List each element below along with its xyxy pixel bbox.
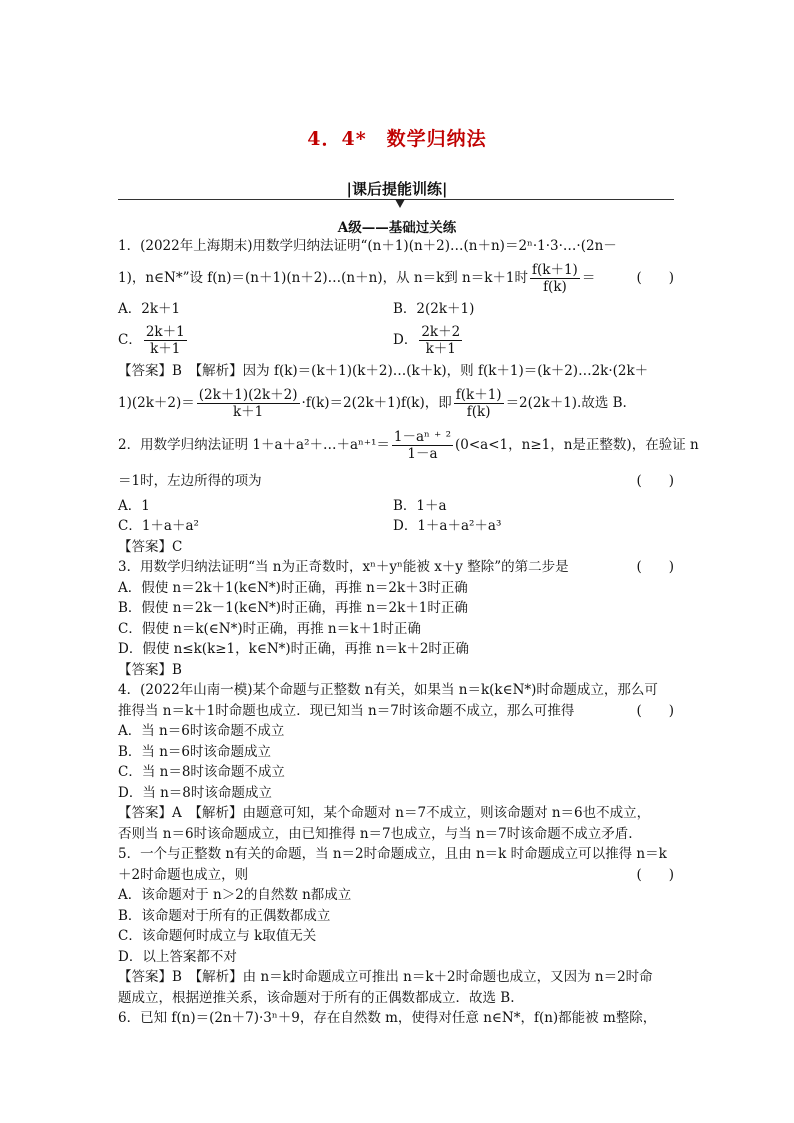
q3-option-c: C．假使 n＝k(∈N*)时正确，再推 n＝k＋1时正确 (118, 620, 421, 637)
q1-answer-part-b: ·f(k)＝2(2k＋1)f(k)，即 (301, 394, 452, 411)
q1-option-c-label: C． (118, 332, 142, 348)
q2-option-b: B．1＋a (393, 497, 447, 514)
q4-stem: 推得当 n＝k＋1时命题也成立．现已知当 n＝7时该命题不成立，那么可推得 (118, 702, 575, 719)
q4-line-1: 4．(2022年山南一模)某个命题与正整数 n有关，如果当 n＝k(k∈N*)时命题成立，那么可 (118, 682, 658, 698)
q1-answer-frac2-den: f(k) (466, 403, 491, 420)
q3-answer: 【答案】B (118, 661, 182, 678)
q6-line-1: 6．已知 f(n)＝(2n＋7)·3ⁿ＋9，存在自然数 m，使得对任意 n∈N*，f(n)都能被 m整除， (118, 1010, 657, 1026)
q1-options-cd (118, 319, 674, 361)
q5-line-2 (118, 865, 674, 886)
divider-arrow-icon (395, 199, 405, 208)
q1-answer-blank: ( ) (636, 269, 674, 286)
q1-line-1: 1．(2022年上海期末)用数学归纳法证明“(n＋1)(n＋2)…(n＋n)＝2ⁿ·1·3·…·(2n－ (118, 238, 617, 254)
q2-stem-a: 2．用数学归纳法证明 1＋a＋a²＋…＋aⁿ⁺¹＝ (118, 436, 390, 453)
q1-option-b: B．2(2k＋1) (393, 300, 475, 317)
q3-answer-blank: ( ) (636, 559, 674, 575)
q1-option-d-num: 2k＋2 (421, 324, 461, 340)
q1-line-2 (118, 257, 674, 299)
q1-answer-fraction-1 (197, 387, 300, 420)
q1-frac-num: f(k＋1) (532, 261, 578, 278)
q5-option-d: D．以上答案都不对 (118, 948, 237, 965)
q2-stem-b: (0<a<1，n≥1，n是正整数)，在验证 n (455, 436, 699, 453)
q1-option-c (118, 319, 393, 361)
q5-option-a: A．该命题对于 n＞2的自然数 n都成立 (118, 887, 352, 903)
q1-answer-frac1-den: k＋1 (233, 403, 264, 420)
q5-stem: ＋2时命题也成立，则 (118, 866, 249, 883)
q1-answer-line-2 (118, 382, 674, 424)
q1-option-d-den: k＋1 (425, 341, 456, 357)
q1-option-c-fraction (144, 324, 187, 357)
q1-option-d-label: D． (393, 332, 418, 348)
q3-option-d: D．假使 n≤k(k≥1，k∈N*)时正确，再推 n＝k＋2时正确 (118, 641, 469, 657)
q2-options-cd (118, 516, 674, 537)
q2-options-ab (118, 496, 674, 517)
q4-option-a: A．当 n＝6时该命题不成立 (118, 723, 285, 739)
q1-option-d-fraction (419, 324, 462, 357)
q5-answer-blank: ( ) (636, 866, 674, 883)
q4-answer-blank: ( ) (636, 702, 674, 719)
q2-option-c: C．1＋a＋a² (118, 518, 199, 534)
q2-option-d: D．1＋a＋a²＋a³ (393, 518, 502, 534)
level-heading: A级——基础过关练 (337, 220, 457, 236)
q4-option-b: B．当 n＝6时该命题成立 (118, 743, 271, 760)
q1-option-a: A．2k＋1 (118, 300, 181, 317)
q1-fraction (530, 262, 580, 295)
q2-stem-c: ＝1时，左边所得的项为 (118, 472, 262, 489)
q2-answer: 【答案】C (118, 538, 183, 555)
q2-answer-blank: ( ) (636, 472, 674, 489)
exercise-content (118, 236, 699, 1029)
q1-answer-part-a: 1)(2k＋2)＝ (118, 394, 195, 411)
q5-line-1: 5．一个与正整数 n有关的命题，当 n＝2时命题成立，且由 n＝k 时命题成立可以推得 n＝k (118, 846, 667, 862)
q2-line-1 (118, 424, 699, 466)
q1-option-c-num: 2k＋1 (145, 324, 185, 340)
q4-option-d: D．当 n＝8时该命题成立 (118, 784, 272, 801)
q2-frac-num: 1－aⁿ ⁺ ² (393, 428, 452, 445)
q2-fraction (392, 429, 453, 462)
q2-frac-den: 1－a (407, 445, 438, 462)
q3-option-b: B．假使 n＝2k－1(k∈N*)时正确，再推 n＝2k＋1时正确 (118, 600, 468, 616)
q3-line-1 (118, 557, 674, 578)
q1-option-c-den: k＋1 (150, 341, 181, 357)
q5-answer-line-2: 题成立，根据逆推关系，该命题对于所有的正偶数都成立．故选 B. (118, 989, 515, 1006)
q1-answer-line-1: 【答案】B 【解析】因为 f(k)＝(k＋1)(k＋2)…(k＋k)，则 f(k＋1)＝(k＋2)…2k·(2k＋ (118, 363, 649, 379)
q3-option-a: A．假使 n＝2k＋1(k∈N*)时正确，再推 n＝2k＋3时正确 (118, 579, 468, 596)
q1-equals: ＝ (581, 269, 596, 286)
q1-answer-frac1-num: (2k＋1)(2k＋2) (198, 386, 298, 403)
q1-frac-den: f(k) (543, 278, 567, 295)
q1-stem: 1)，n∈N*”设 f(n)＝(n＋1)(n＋2)…(n＋n)，从 n＝k到 n＝k＋1时 (118, 269, 529, 286)
q1-answer-fraction-2 (454, 387, 504, 420)
q3-stem: 3．用数学归纳法证明“当 n为正奇数时，xⁿ＋yⁿ能被 x＋y 整除”的第二步是 (118, 559, 569, 575)
q2-option-a: A．1 (118, 497, 150, 514)
q1-answer-frac2-num: f(k＋1) (455, 386, 502, 403)
q5-answer-line-1: 【答案】B 【解析】由 n＝k时命题成立可推出 n＝k＋2时命题也成立，又因为 n＝2时命 (118, 969, 653, 985)
q5-option-c: C．该命题何时成立与 k取值无关 (118, 928, 317, 944)
q4-answer-line-1: 【答案】A 【解析】由题意可知，某个命题对 n＝7不成立，则该命题对 n＝6也不成立， (118, 805, 651, 821)
q1-options-ab (118, 299, 674, 320)
section-banner: |课后提能训练| (346, 180, 448, 198)
q4-option-c: C．当 n＝8时该命题不成立 (118, 764, 285, 780)
q1-answer-part-c: ＝2(2k＋1).故选 B. (505, 394, 627, 411)
q4-line-2 (118, 701, 674, 722)
q4-answer-line-2: 否则当 n＝6时该命题成立，由已知推得 n＝7也成立，与当 n＝7时该命题不成立矛盾. (118, 825, 633, 842)
q2-line-2 (118, 466, 674, 496)
q5-option-b: B．该命题对于所有的正偶数都成立 (118, 907, 331, 924)
q1-option-d (393, 319, 668, 361)
page-title: 4．4* 数学归纳法 (307, 128, 487, 150)
